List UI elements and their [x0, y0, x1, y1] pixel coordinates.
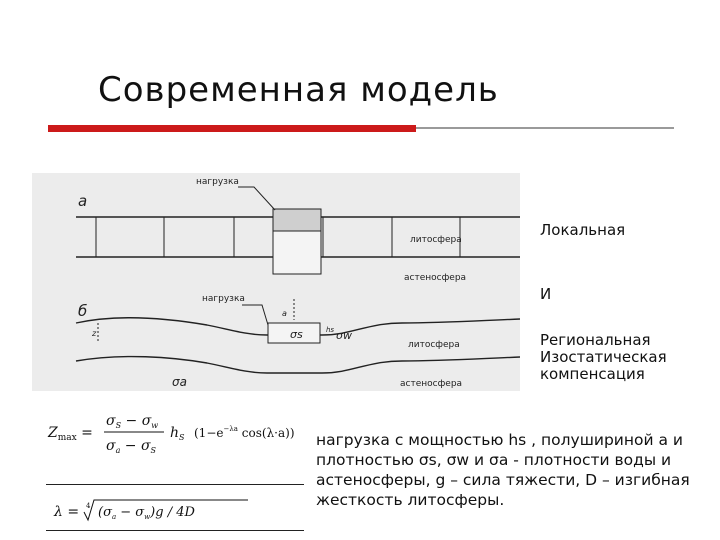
panel-b-load-label: нагрузка — [202, 294, 245, 304]
panel-b-sigma-a: σa — [172, 375, 187, 389]
panel-b-letter: б — [78, 302, 88, 320]
zmax-formula — [46, 403, 316, 465]
title-accent-bar — [48, 125, 416, 132]
panel-a-lithosphere-block — [273, 231, 321, 274]
svg-text:Zmax =: $Z_{max}$ = — [48, 425, 93, 443]
panel-a-load-label: нагрузка — [196, 177, 239, 187]
svg-text:(σa − σw)g / 4D: $(\sigma_a - \sigma_w)g / 4D$ — [98, 505, 195, 521]
formula-separator-bottom — [46, 530, 304, 531]
isostasy-diagram — [32, 173, 520, 391]
panel-b-sigma-s: σs — [290, 328, 303, 341]
model-caption: нагрузка с мощностью hs , полушириной a и плотностью σs, σw и σa - плотности воды и астеносферы, g – сила тяжести, D – изгибная жесткость литосферы. — [316, 431, 690, 509]
side-label-and: И — [540, 285, 552, 303]
side-label-local: Локальная — [540, 221, 626, 239]
panel-b-a-label: a — [282, 309, 287, 318]
panel-b-lithosphere-label: литосфера — [408, 340, 460, 350]
slide-title: Современная модель — [98, 70, 499, 110]
svg-text:(1−e−λa cos(λ·a)): ($1-e^{-\lambda a}$ cos(λ·a)) — [194, 425, 295, 440]
panel-b-z-label: z — [92, 329, 97, 338]
lambda-formula — [52, 496, 252, 526]
panel-a-load-block — [273, 209, 321, 231]
svg-text:hS: $h_S$ — [170, 425, 185, 442]
title-divider — [416, 127, 674, 129]
svg-text:λ =: λ = — [54, 504, 80, 520]
side-label-regional: Региональная — [540, 331, 651, 349]
side-label-isostatic: Изостатическая — [540, 348, 667, 366]
panel-a-letter: а — [78, 192, 88, 210]
panel-b-hs-label: hs — [326, 326, 335, 334]
svg-text:4: 4 — [86, 502, 91, 510]
svg-text:σS − σw: $\sigma_S - \sigma_w$ — [106, 413, 159, 430]
formula-separator-top — [46, 484, 304, 485]
panel-a-asthenosphere-label: астеносфера — [404, 273, 467, 283]
panel-a-lithosphere-label: литосфера — [410, 235, 462, 245]
side-label-compensation: компенсация — [540, 365, 645, 383]
svg-text:σa − σS: $\sigma_a - \sigma_S$ — [106, 438, 157, 455]
panel-b-asthenosphere-label: астеносфера — [400, 379, 463, 389]
panel-b-sigma-w: σw — [336, 329, 352, 342]
